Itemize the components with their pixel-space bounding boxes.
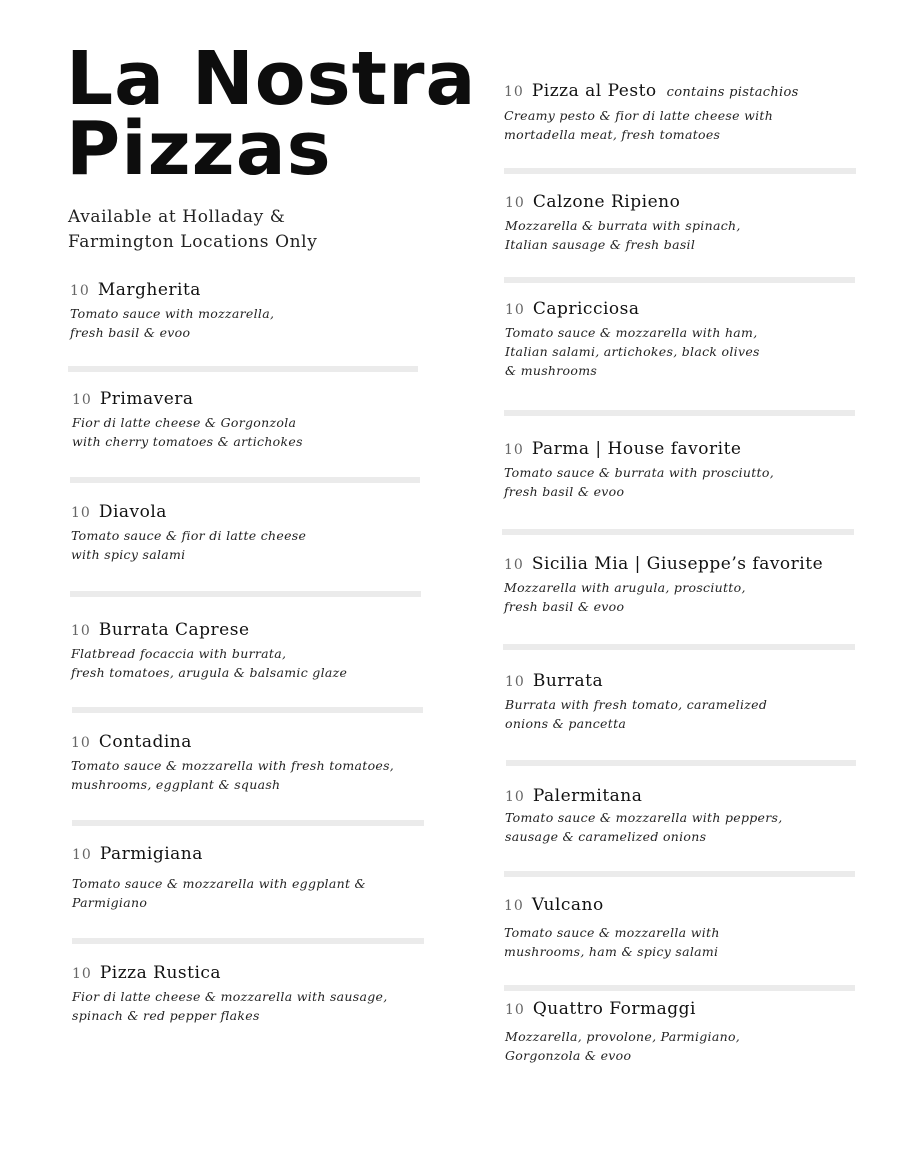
item-price: 10 — [505, 789, 525, 805]
item-description-line: mushrooms, eggplant & squash — [71, 777, 281, 792]
item-price: 10 — [72, 392, 92, 408]
item-price: 10 — [504, 898, 524, 914]
item-name: Vulcano — [531, 895, 604, 915]
item-price: 10 — [505, 195, 525, 211]
item-description-line: Mozzarella with arugula, prosciutto, — [504, 580, 746, 595]
item-name: Burrata — [532, 671, 604, 691]
menu-item-quattro-formaggi — [505, 998, 860, 1065]
item-divider — [504, 871, 855, 877]
item-name: Parmigiana — [99, 844, 203, 864]
item-description-line: Tomato sauce & fior di latte cheese — [71, 528, 307, 543]
menu-item-diavola — [71, 501, 426, 564]
item-description — [71, 756, 426, 794]
item-description-line: Tomato sauce & mozzarella with fresh tomatoes, — [71, 758, 395, 773]
menu-title — [66, 36, 477, 192]
item-description — [505, 808, 860, 846]
item-divider — [72, 938, 424, 944]
menu-item-margherita — [70, 279, 425, 342]
allergen-note: contains pistachios — [666, 85, 799, 100]
item-description — [504, 578, 884, 616]
item-price: 10 — [71, 735, 91, 751]
item-price: 10 — [504, 557, 524, 573]
menu-item-capricciosa — [505, 298, 860, 380]
item-description — [504, 106, 874, 144]
item-description — [72, 987, 427, 1025]
item-description-line: Tomato sauce & mozzarella with — [504, 925, 720, 940]
menu-item-burrata — [505, 670, 860, 733]
item-description-line: Burrata with fresh tomato, caramelized — [505, 697, 768, 712]
menu-item-parma — [504, 438, 859, 501]
menu-title-line-1: La Nostra — [66, 36, 477, 122]
item-description-line: & mushrooms — [505, 363, 598, 378]
locations-note-line-2: Farmington Locations Only — [68, 232, 318, 252]
item-description — [72, 874, 427, 912]
item-description-line: mushrooms, ham & spicy salami — [504, 944, 719, 959]
item-description-line: Fior di latte cheese & mozzarella with sausage, — [72, 989, 388, 1004]
menu-item-pizza-rustica — [72, 962, 427, 1025]
item-description-line: Mozzarella & burrata with spinach, — [505, 218, 741, 233]
item-description-line: Italian salami, artichokes, black olives — [505, 344, 760, 359]
menu-item-contadina — [71, 731, 426, 794]
item-description-line: with cherry tomatoes & artichokes — [72, 434, 303, 449]
item-description-line: Creamy pesto & fior di latte cheese with — [504, 108, 774, 123]
item-divider — [502, 529, 854, 535]
item-name: Capricciosa — [532, 299, 640, 319]
item-price: 10 — [70, 283, 90, 299]
item-description-line: fresh basil & evoo — [504, 484, 625, 499]
item-divider — [503, 644, 855, 650]
menu-item-parmigiana — [72, 843, 427, 912]
item-divider — [70, 477, 420, 483]
item-description — [71, 644, 426, 682]
locations-note-line-1: Available at Holladay & — [68, 207, 286, 227]
item-price: 10 — [72, 847, 92, 863]
item-description — [505, 1027, 860, 1065]
menu-item-palermitana — [505, 785, 860, 846]
item-description-line: Italian sausage & fresh basil — [505, 237, 696, 252]
item-description — [70, 304, 425, 342]
item-name: Sicilia Mia | Giuseppe’s favorite — [531, 554, 824, 574]
item-divider — [504, 168, 856, 174]
item-name: Diavola — [98, 502, 167, 522]
item-description-line: fresh basil & evoo — [70, 325, 191, 340]
item-description-line: onions & pancetta — [505, 716, 627, 731]
item-name: Contadina — [98, 732, 192, 752]
item-description-line: sausage & caramelized onions — [505, 829, 707, 844]
item-description — [505, 695, 860, 733]
item-description-line: Parmigiano — [72, 895, 148, 910]
item-price: 10 — [71, 623, 91, 639]
item-divider — [506, 760, 856, 766]
item-description-line: spinach & red pepper flakes — [72, 1008, 260, 1023]
item-price: 10 — [505, 302, 525, 318]
item-description-line: Gorgonzola & evoo — [505, 1048, 632, 1063]
item-description-line: with spicy salami — [71, 547, 186, 562]
item-description-line: fresh basil & evoo — [504, 599, 625, 614]
item-divider — [70, 591, 421, 597]
item-description-line: fresh tomatoes, arugula & balsamic glaze — [71, 665, 348, 680]
item-name: Palermitana — [532, 786, 643, 806]
item-name: Parma | House favorite — [531, 439, 742, 459]
item-divider — [72, 820, 424, 826]
item-description — [505, 323, 860, 380]
menu-item-vulcano — [504, 894, 859, 961]
item-description-line: Tomato sauce & mozzarella with peppers, — [505, 810, 783, 825]
item-description-line: Tomato sauce with mozzarella, — [70, 306, 275, 321]
item-description-line: mortadella meat, fresh tomatoes — [504, 127, 721, 142]
item-price: 10 — [504, 442, 524, 458]
menu-item-sicilia-mia — [504, 553, 884, 616]
menu-title-line-2: Pizzas — [66, 106, 332, 192]
item-description — [504, 463, 859, 501]
item-name: Margherita — [97, 280, 201, 300]
item-name: Pizza al Pesto — [531, 81, 657, 101]
item-description — [504, 923, 859, 961]
item-divider — [68, 366, 418, 372]
menu-item-calzone-ripieno — [505, 191, 860, 254]
menu-item-burrata-caprese — [71, 619, 426, 682]
item-name: Burrata Caprese — [98, 620, 250, 640]
item-name: Pizza Rustica — [99, 963, 222, 983]
item-price: 10 — [504, 84, 524, 100]
item-description-line: Tomato sauce & mozzarella with ham, — [505, 325, 758, 340]
item-description-line: Flatbread focaccia with burrata, — [71, 646, 287, 661]
item-price: 10 — [505, 674, 525, 690]
item-name: Primavera — [99, 389, 194, 409]
item-description-line: Fior di latte cheese & Gorgonzola — [72, 415, 297, 430]
item-description — [71, 526, 426, 564]
item-description-line: Mozzarella, provolone, Parmigiano, — [505, 1029, 741, 1044]
item-divider — [504, 410, 855, 416]
menu-item-pizza-al-pesto — [504, 80, 874, 144]
item-divider — [72, 707, 423, 713]
item-description-line: Tomato sauce & burrata with prosciutto, — [504, 465, 774, 480]
item-price: 10 — [71, 505, 91, 521]
menu-item-primavera — [72, 388, 427, 451]
item-description — [72, 413, 427, 451]
item-name: Quattro Formaggi — [532, 999, 696, 1019]
item-description — [505, 216, 860, 254]
item-name: Calzone Ripieno — [532, 192, 681, 212]
item-divider — [504, 277, 855, 283]
item-divider — [504, 985, 855, 991]
item-description-line: Tomato sauce & mozzarella with eggplant & — [72, 876, 366, 891]
item-price: 10 — [505, 1002, 525, 1018]
item-price: 10 — [72, 966, 92, 982]
locations-note — [68, 205, 317, 255]
